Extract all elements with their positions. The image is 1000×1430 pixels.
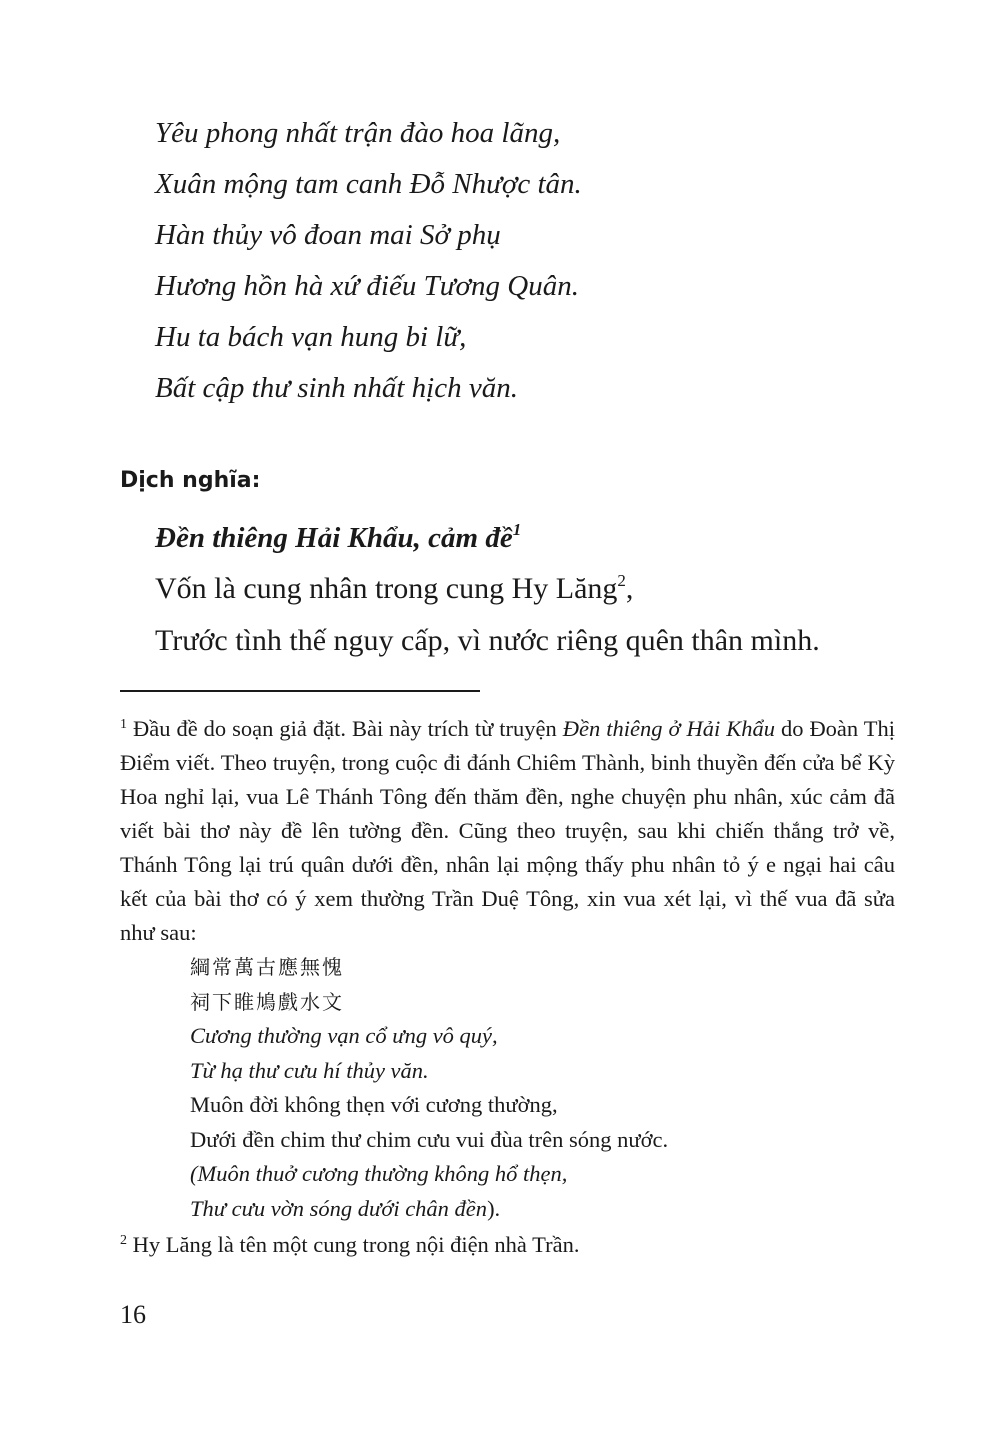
verse-alt-translation-line: [190, 1192, 895, 1227]
translation-heading: Dịch nghĩa:: [120, 468, 261, 493]
footnote-1-text-b: do Đoàn Thị Điểm viết. Theo truyện, trong cuộc đi đánh Chiêm Thành, binh thuyền đến cửa bể Kỳ Hoa nghỉ lại, vua Lê Thánh Tông đến thăm đền, nghe chuyện phu nhân, xúc cảm đã viết bài thơ này đề lên tường đền. Cũng theo truyện, sau khi chiến thắng trở về, Thánh Tông lại trú quân dưới đền, nhân lại mộng thấy phu nhân tỏ ý e ngại hai câu kết của bài thơ có ý xem thường Trần Duệ Tông, xin vua xét lại, vì thế vua đã sửa như sau:: [120, 716, 895, 945]
footnote-ref-2: 2: [617, 571, 626, 590]
page-number: 16: [120, 1300, 146, 1329]
footnote-2: [120, 1228, 895, 1262]
footnote-2-text: Hy Lăng là tên một cung trong nội điện nhà Trần.: [127, 1232, 580, 1257]
poem-line: Bất cập thư sinh nhất hịch văn.: [155, 372, 518, 404]
footnote-1-story-title: Đền thiêng ở Hải Khẩu: [562, 716, 775, 741]
poem-block: [155, 108, 582, 414]
verse-alt-translation-line: (Muôn thuở cương thường không hổ thẹn,: [190, 1161, 568, 1186]
translation-title-text: Đền thiêng Hải Khẩu, cảm đề: [155, 522, 513, 554]
verse-han-line: 綱常萬古應無愧: [190, 955, 344, 979]
footnote-divider: [120, 690, 480, 692]
footnote-1-marker: 1: [120, 717, 127, 732]
footnotes: [120, 712, 895, 1262]
verse-translation-line: Muôn đời không thẹn với cương thường,: [190, 1092, 558, 1117]
verse-translation-line: Dưới đền chim thư chim cưu vui đùa trên sóng nước.: [190, 1126, 669, 1152]
verse-han-line: 祠下睢鳩戲水文: [190, 989, 344, 1014]
translation-line-text: Vốn là cung nhân trong cung Hy Lăng: [155, 572, 618, 605]
poem-line: Hàn thủy vô đoan mai Sở phụ: [155, 219, 501, 251]
translation-line: Trước tình thế nguy cấp, vì nước riêng quên thân mình.: [155, 624, 820, 657]
verse-alt-translation-text: Thư cưu vờn sóng dưới chân đền: [190, 1195, 488, 1221]
verse-romanized-line: Từ hạ thư cưu hí thủy văn.: [190, 1057, 429, 1083]
translation-block: [155, 513, 820, 667]
translation-line-punct: ,: [625, 572, 634, 605]
verse-alt-translation-end: ).: [487, 1195, 501, 1221]
footnote-1-verse: [190, 950, 895, 1226]
footnote-2-marker: 2: [120, 1233, 127, 1248]
verse-romanized-line: Cương thường vạn cổ ưng vô quý,: [190, 1023, 498, 1048]
footnote-ref-1: 1: [512, 520, 522, 539]
poem-line: Hương hồn hà xứ điếu Tương Quân.: [155, 270, 579, 302]
translation-title: [155, 513, 820, 563]
poem-line: Xuân mộng tam canh Đỗ Nhược tân.: [155, 168, 582, 200]
footnote-1-text-a: Đầu đề do soạn giả đặt. Bài này trích từ truyện: [127, 716, 563, 741]
translation-line: [155, 563, 820, 615]
poem-line: Yêu phong nhất trận đào hoa lãng,: [155, 117, 561, 149]
poem-line: Hu ta bách vạn hung bi lữ,: [155, 321, 467, 353]
footnote-1: [120, 712, 895, 950]
